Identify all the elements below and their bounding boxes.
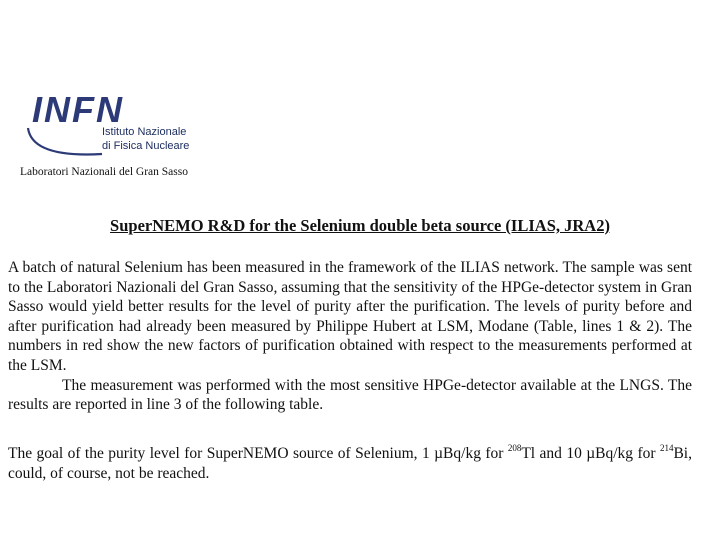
paragraph-1	[8, 258, 692, 415]
infn-logo	[18, 78, 218, 188]
paragraph-2-text-b: Tl and 10 µBq/kg for	[521, 445, 660, 462]
logo-text-line1: Istituto Nazionale	[102, 126, 187, 138]
paragraph-2-text-c: Bi, could, of course, not be reached.	[8, 445, 692, 482]
logo-text-line2: di Fisica Nucleare	[102, 140, 190, 152]
paragraph-1-part-b: The measurement was performed with the most sensitive HPGe-detector available at the LNGS. The results are reported in line 3 of the following table.	[8, 376, 692, 414]
infn-arc-icon	[24, 124, 104, 164]
lab-name: Laboratori Nazionali del Gran Sasso	[20, 166, 188, 178]
document-title: SuperNEMO R&D for the Selenium double beta source (ILIAS, JRA2)	[110, 216, 610, 235]
isotope-sup-tl: 208	[507, 443, 522, 453]
paragraph-2-text-a: The goal of the purity level for SuperNEMO source of Selenium, 1 µBq/kg for	[8, 445, 508, 462]
paragraph-2	[8, 444, 692, 483]
infn-logo-letters: INFN	[32, 89, 124, 128]
infn-logo-mark	[32, 88, 142, 128]
paragraph-1-part-a: A batch of natural Selenium has been measured in the framework of the ILIAS network. The sample was sent to the Laboratori Nazionali del Gran Sasso, assuming that the sensitivity of the HPGe-detector system in Gran Sasso would yield better results for the level of purity after the purification. The levels of purity before and after purification had already been measured by Philippe Hubert at LSM, Modane (Table, lines 1 & 2). The numbers in red show the new factors of purification obtained with respect to the measurements performed at the LSM.	[8, 259, 692, 374]
isotope-sup-bi: 214	[659, 443, 674, 453]
